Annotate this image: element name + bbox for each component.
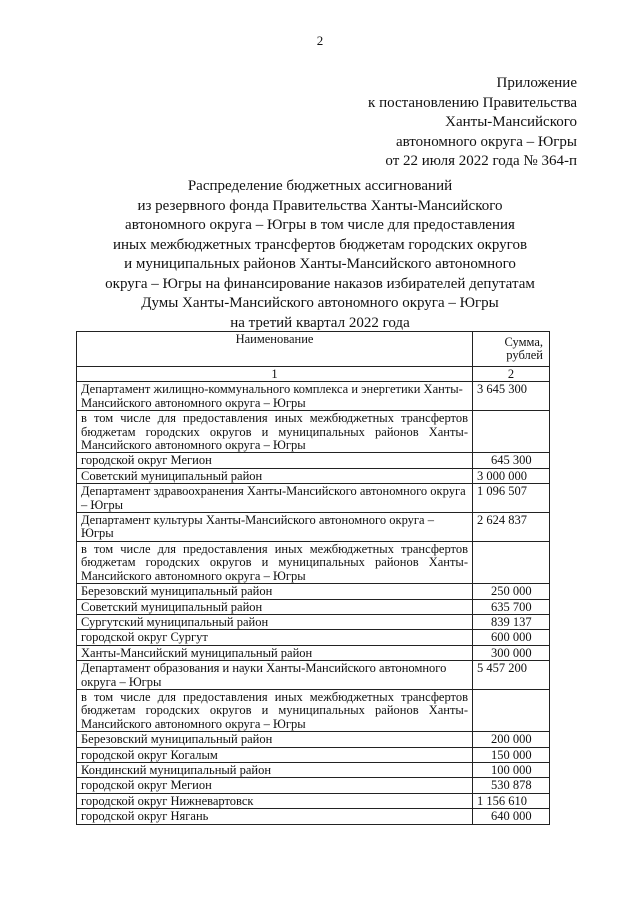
table-row (77, 732, 550, 747)
title-line: на третий квартал 2022 года (230, 314, 410, 331)
row-name: Департамент здравоохранения Ханты-Мансийского автономного округа – Югры (77, 484, 473, 513)
page-number: 2 (316, 33, 324, 48)
row-amount: 200 000 (473, 732, 550, 747)
row-amount: 2 624 837 (473, 513, 550, 542)
row-name: Березовский муниципальный район (77, 732, 473, 747)
table-row (77, 661, 550, 690)
appendix-line: к постановлению Правительства (368, 94, 577, 111)
row-amount: 600 000 (473, 630, 550, 645)
row-name: Советский муниципальный район (77, 468, 473, 483)
table-row (77, 584, 550, 599)
row-amount: 635 700 (473, 599, 550, 614)
appendix-line: от 22 июля 2022 года № 364-п (385, 153, 577, 169)
row-amount: 3 000 000 (473, 468, 550, 483)
title-line: Думы Ханты-Мансийского автономного округа – Югры (141, 295, 499, 311)
appendix-block (368, 74, 577, 172)
table-row (77, 541, 550, 583)
table-row (77, 645, 550, 660)
row-name: в том числе для предоставления иных межбюджетных трансфертов бюджетам городских округов и муниципальных районов Ханты-Мансийского автономного округа – Югры (77, 541, 473, 583)
table-row (77, 630, 550, 645)
row-name: Сургутский муниципальный район (77, 614, 473, 629)
row-name: в том числе для предоставления иных межбюджетных трансфертов бюджетам городских округов и муниципальных районов Ханты-Мансийского автономного округа – Югры (77, 689, 473, 731)
title-line: и муниципальных районов Ханты-Мансийского автономного (124, 256, 516, 272)
title-line: Распределение бюджетных ассигнований (187, 178, 453, 194)
row-name: Березовский муниципальный район (77, 584, 473, 599)
title-line: из резервного фонда Правительства Ханты-Мансийского (137, 197, 503, 214)
row-amount: 1 096 507 (473, 484, 550, 513)
table-row (77, 468, 550, 483)
column-number: 1 (77, 367, 473, 382)
row-amount: 100 000 (473, 762, 550, 777)
sum-header-line: рублей (506, 348, 543, 363)
row-amount: 839 137 (473, 614, 550, 629)
row-name: городской округ Мегион (77, 453, 473, 468)
appendix-line: Ханты-Мансийского (445, 114, 577, 130)
row-name: городской округ Нягань (77, 809, 473, 824)
table-row (77, 762, 550, 777)
appendix-line: автономного округа – Югры (395, 133, 577, 150)
table-row (77, 453, 550, 468)
row-amount: 3 645 300 (473, 382, 550, 411)
column-number-row (77, 367, 550, 382)
table-row (77, 614, 550, 629)
row-name: Департамент образования и науки Ханты-Мансийского автономного округа – Югры (77, 661, 473, 690)
column-header-name: Наименование (77, 332, 473, 367)
table-row (77, 809, 550, 824)
row-amount: 640 000 (473, 809, 550, 824)
document-title (60, 177, 580, 333)
row-name: в том числе для предоставления иных межбюджетных трансфертов бюджетам городских округов и муниципальных районов Ханты-Мансийского автономного округа – Югры (77, 411, 473, 453)
table-row (77, 793, 550, 808)
row-amount: 300 000 (473, 645, 550, 660)
row-name: городской округ Нижневартовск (77, 793, 473, 808)
table-row (77, 411, 550, 453)
title-line: иных межбюджетных трансфертов бюджетам городских округов (112, 236, 528, 253)
row-amount: 645 300 (473, 453, 550, 468)
row-amount: 150 000 (473, 747, 550, 762)
table-row (77, 747, 550, 762)
column-number: 2 (473, 367, 550, 382)
table-header-row (77, 332, 550, 367)
row-amount (473, 541, 550, 583)
column-header-sum (473, 332, 550, 367)
row-amount (473, 411, 550, 453)
table-row (77, 778, 550, 793)
allocation-table (76, 331, 550, 825)
row-name: городской округ Мегион (77, 778, 473, 793)
table-row (77, 484, 550, 513)
table-row (77, 382, 550, 411)
row-name: Департамент жилищно-коммунального комплекса и энергетики Ханты-Мансийского автономного округа – Югры (77, 382, 473, 411)
row-name: Кондинский муниципальный район (77, 762, 473, 777)
table-row (77, 599, 550, 614)
title-line: автономного округа – Югры в том числе для предоставления (125, 217, 515, 233)
row-name: городской округ Когалым (77, 747, 473, 762)
row-name: Ханты-Мансийский муниципальный район (77, 645, 473, 660)
title-line: округа – Югры на финансирование наказов избирателей депутатам (105, 275, 535, 292)
row-amount: 530 878 (473, 778, 550, 793)
appendix-line: Приложение (496, 75, 577, 91)
row-amount (473, 689, 550, 731)
sum-header-line: Сумма, (504, 335, 543, 349)
table-row (77, 689, 550, 731)
row-amount: 250 000 (473, 584, 550, 599)
table-row (77, 513, 550, 542)
row-name: Департамент культуры Ханты-Мансийского автономного округа – Югры (77, 513, 473, 542)
row-amount: 1 156 610 (473, 793, 550, 808)
row-name: Советский муниципальный район (77, 599, 473, 614)
row-amount: 5 457 200 (473, 661, 550, 690)
row-name: городской округ Сургут (77, 630, 473, 645)
